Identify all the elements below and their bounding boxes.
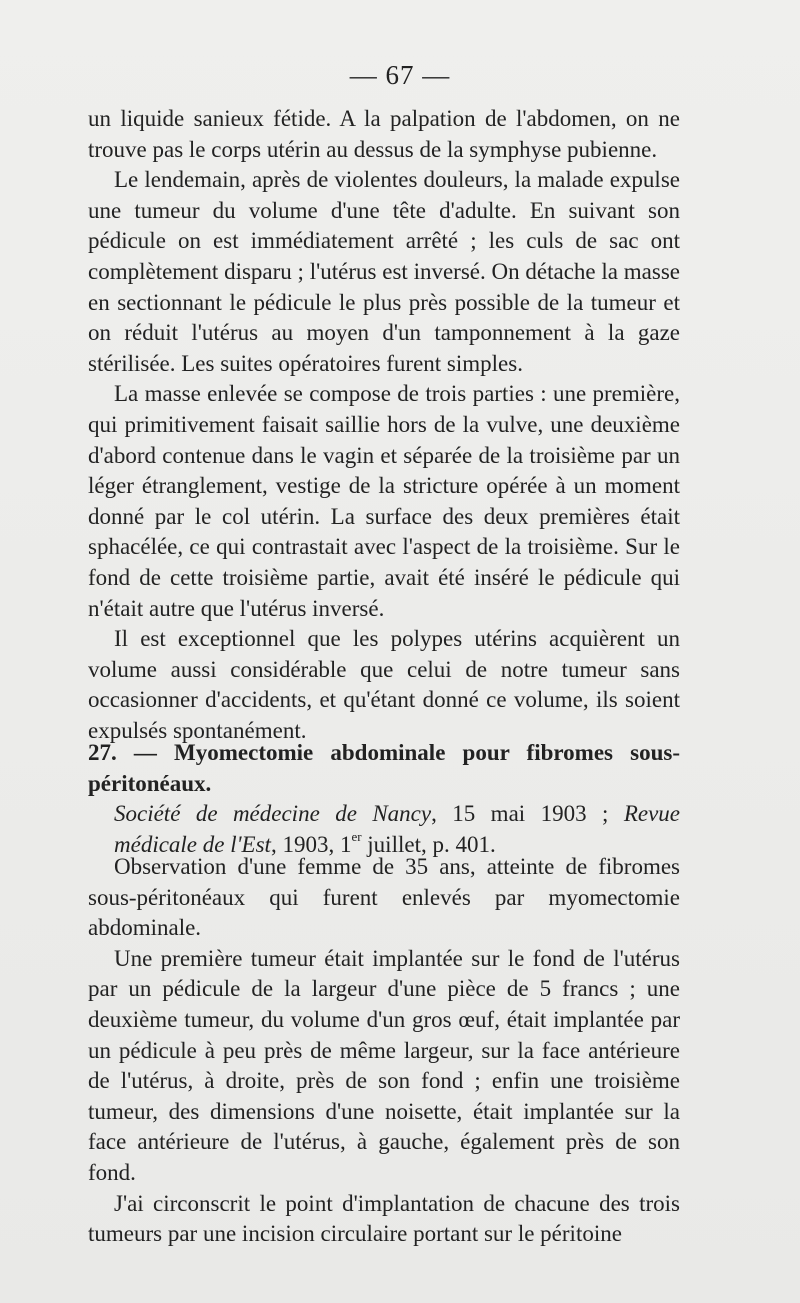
page-number: — 67 — <box>349 60 451 90</box>
paragraph: Il est exceptionnel que les polypes utérins acquièrent un volume aussi considérable que celui de notre tumeur sans occasionner d'accidents, et qu'étant donné ce volume, ils soient expulsés spontanément. <box>88 626 680 743</box>
paragraph: Une première tumeur était implantée sur le fond de l'utérus par un pédicule de la largeur d'une pièce de 5 francs ; une deuxième tumeur, du volume d'un gros œuf, était implantée par un pédicule à peu près de même largeur, sur la face antérieure de l'utérus, à droite, près de son fond ; enfin une troisième tumeur, des dimensions d'une noisette, était implantée sur la face antérieure de l'utérus, à gauche, également près de son fond. <box>88 945 680 1185</box>
day-number: 1 <box>339 831 352 857</box>
entry-title: 27. — Myomectomie abdominale pour fibromes sous-péritonéaux. <box>88 740 680 796</box>
case-report <box>88 104 680 746</box>
society-name: Société de médecine de Nancy <box>114 801 432 827</box>
paragraph: J'ai circonscrit le point d'implantation de chacune des trois tumeurs par une incision circulaire portant sur le péritoine <box>88 1190 680 1247</box>
journal-date: , 1903, <box>270 831 340 857</box>
bibliography-entry <box>88 738 680 860</box>
society-date: , 15 mai 1903 ; <box>431 801 624 827</box>
paragraph: La masse enlevée se compose de trois parties : une première, qui primitivement faisait saillie hors de la vulve, une deuxième d'abord contenue dans le vagin et séparée de la troisième par un léger étranglement, vestige de la stricture opérée à un moment donné par le col utérin. La surface des deux premières était sphacélée, ce qui contrastait avec l'aspect de la troisième. Sur le fond de cette troisième partie, avait été inséré le pédicule qui n'était autre que l'utérus inversé. <box>88 381 680 621</box>
page-reference: juillet, p. 401. <box>361 831 496 857</box>
journal-name: Revue médicale de l'Est <box>114 801 680 857</box>
day-suffix: er <box>351 828 362 844</box>
paragraph: un liquide sanieux fétide. A la palpation de l'abdomen, on ne trouve pas le corps utérin au dessus de la symphyse pubienne. <box>88 106 680 162</box>
paragraph: Observation d'une femme de 35 ans, atteinte de fibromes sous-péritonéaux qui furent enlevés par myomectomie abdominale. <box>88 854 680 941</box>
observation <box>88 852 680 1250</box>
paragraph: Le lendemain, après de violentes douleurs, la malade expulse une tumeur du volume d'une tête d'adulte. En suivant son pédicule on est immédiatement arrêté ; les culs de sac ont complètement disparu ; l'utérus est inversé. On détache la masse en sectionnant le pédicule le plus près possible de la tumeur et on réduit l'utérus au moyen d'un tamponnement à la gaze stérilisée. Les suites opératoires furent simples. <box>88 167 680 376</box>
